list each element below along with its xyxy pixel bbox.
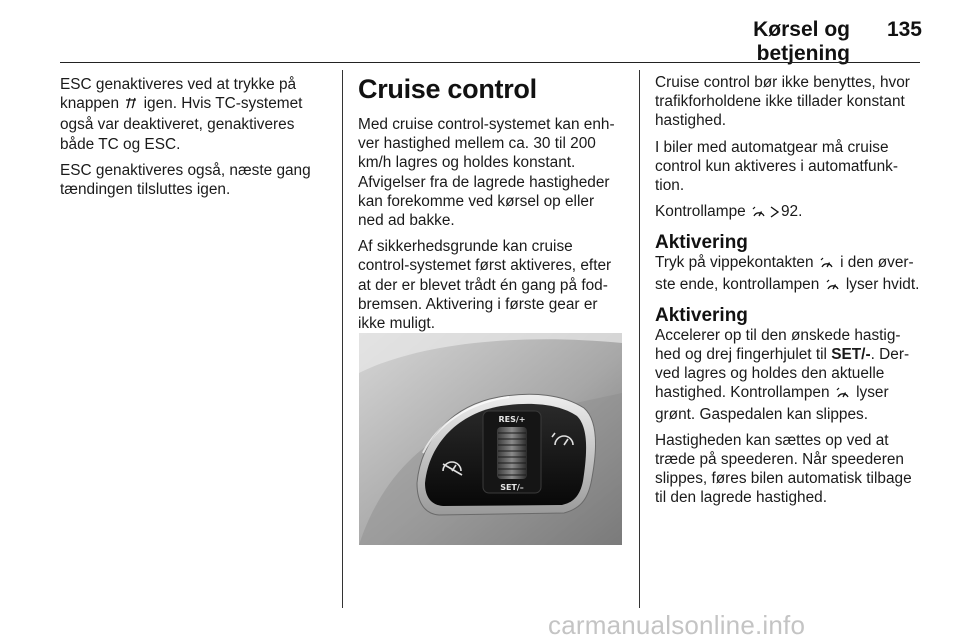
paragraph-cruise-safety: Af sikkerhedsgrunde kan cruise control-systemet først aktiveres, efter at der er blevet trådt én gang på fod‐bremsen. Aktivering i første gear er ikke muligt.: [358, 238, 612, 333]
column-2: [358, 73, 624, 340]
page-title: Kørsel og betjening: [753, 18, 850, 65]
esc-off-icon: [125, 96, 137, 115]
sub-heading-activation-2: Aktivering: [655, 304, 748, 326]
column-divider-right: [639, 70, 640, 608]
column-1: [60, 75, 328, 206]
cruise-control-icon: [836, 385, 850, 404]
res-plus-label: RES/+: [498, 415, 526, 424]
watermark: carmanualsonline.info: [548, 610, 806, 640]
steering-wheel-photo: [359, 333, 622, 545]
page-number: 135: [886, 18, 922, 41]
page-reference-icon[interactable]: [770, 204, 779, 223]
paragraph-increase-speed: Hastigheden kan sættes op ved at træde på speederen. Når speederen slippes, føres bilen automatisk tilbage til den lagrede hastighed.: [655, 431, 912, 507]
paragraph-esc-reactivate: ESC genaktiveres ved at trykke på knappen igen. Hvis TC-systemet også var deaktiveret, genaktiveres både TC og ESC.: [60, 76, 303, 153]
paragraph-traffic-conditions: Cruise control bør ikke benyttes, hvor trafikforholdene ikke tillader konstant hastighed.: [655, 74, 910, 130]
paragraph-indicator-lamp: Kontrollampe 92.: [655, 202, 923, 223]
paragraph-set-speed: Accelerer op til den ønskede hastig‐hed og drej fingerhjulet til SET/-. Der‐ved lagres og holdes den aktuelle hastighed. Kontrollampen lyser grønt. Gaspedalen kan slippes.: [655, 326, 910, 423]
column-3: [655, 73, 923, 515]
cruise-control-icon: [826, 277, 840, 296]
paragraph-activation-switch: Tryk på vippekontakten i den øver‐ste ende, kontrollampen lyser hvidt.: [655, 253, 923, 295]
column-divider-left: [342, 70, 343, 608]
sub-heading-activation-1: Aktivering: [655, 232, 748, 254]
paragraph-esc-ignition: ESC genaktiveres også, næste gang tændingen tilsluttes igen.: [60, 161, 311, 199]
header-rule: [60, 62, 920, 63]
paragraph-cruise-intro: Med cruise control-systemet kan enh‐ver hastighed mellem ca. 30 til 200 km/h lagres og holdes konstant. Afvigelser fra de lagrede hastigheder kan forekomme ved kørsel op eller ned ad bakke.: [358, 116, 615, 230]
cruise-control-icon: [752, 204, 766, 223]
paragraph-automatic-gear: I biler med automatgear må cruise control kun aktiveres i automatfunk‐tion.: [655, 138, 898, 195]
section-heading-cruise-control: Cruise control: [358, 74, 537, 104]
cruise-control-icon: [820, 255, 834, 274]
set-minus-term: SET/-: [831, 346, 871, 364]
set-minus-label: SET/–: [500, 483, 524, 492]
